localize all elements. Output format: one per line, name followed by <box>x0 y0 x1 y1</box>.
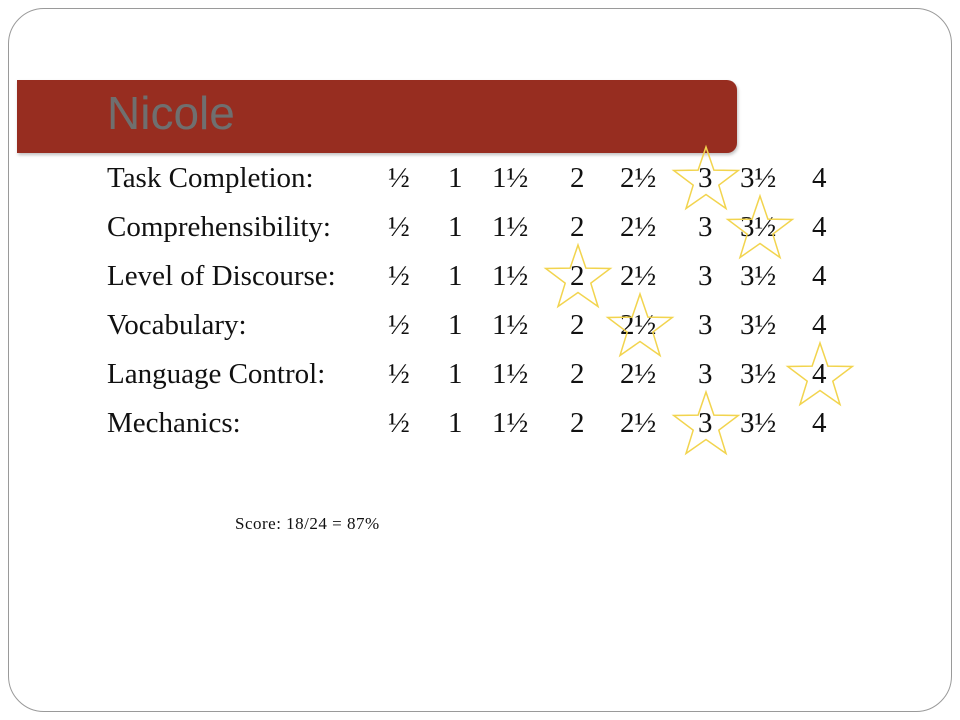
score-option: ½ <box>388 309 410 341</box>
score-option: 4 <box>812 260 827 292</box>
score-option: ½ <box>388 260 410 292</box>
score-option: 2 <box>570 260 585 292</box>
score-option: 1 <box>448 162 463 194</box>
score-option: 2½ <box>620 162 657 194</box>
score-option: ½ <box>388 211 410 243</box>
score-option: ½ <box>388 407 410 439</box>
score-option: 1 <box>448 407 463 439</box>
score-option: 1 <box>448 309 463 341</box>
score-summary: Score: 18/24 = 87% <box>235 514 380 533</box>
score-option: 2½ <box>620 407 657 439</box>
score-option: 4 <box>812 358 827 390</box>
score-option: 3½ <box>740 309 777 341</box>
slide-title: Nicole <box>107 87 235 139</box>
score-option: ½ <box>388 358 410 390</box>
score-option: 3 <box>698 260 713 292</box>
score-option: 1½ <box>492 358 529 390</box>
score-option: 4 <box>812 407 827 439</box>
score-option: 1½ <box>492 162 529 194</box>
criterion-label: Vocabulary: <box>107 309 247 341</box>
criterion-label: Level of Discourse: <box>107 260 336 292</box>
score-option: 2½ <box>620 211 657 243</box>
score-option: 3 <box>698 162 713 194</box>
score-option: ½ <box>388 162 410 194</box>
score-option: 1½ <box>492 260 529 292</box>
score-option: 3½ <box>740 358 777 390</box>
score-option: 4 <box>812 211 827 243</box>
score-option: 2½ <box>620 260 657 292</box>
criterion-label: Comprehensibility: <box>107 211 331 243</box>
score-option: 1 <box>448 358 463 390</box>
score-option: 4 <box>812 309 827 341</box>
rubric-row <box>0 251 960 301</box>
score-option: 3 <box>698 309 713 341</box>
score-option: 1½ <box>492 309 529 341</box>
criterion-label: Task Completion: <box>107 162 314 194</box>
score-option: 2 <box>570 407 585 439</box>
score-option: 2 <box>570 358 585 390</box>
score-option: 3½ <box>740 260 777 292</box>
score-option: 1 <box>448 260 463 292</box>
score-option: 1½ <box>492 211 529 243</box>
criterion-label: Mechanics: <box>107 407 241 439</box>
rubric-row <box>0 202 960 252</box>
score-option: 1½ <box>492 407 529 439</box>
score-option: 2 <box>570 211 585 243</box>
score-option: 3½ <box>740 407 777 439</box>
score-option: 3 <box>698 211 713 243</box>
rubric-row <box>0 153 960 203</box>
score-option: 3½ <box>740 211 777 243</box>
score-option: 3 <box>698 358 713 390</box>
score-option: 2½ <box>620 358 657 390</box>
criterion-label: Language Control: <box>107 358 326 390</box>
score-option: 1 <box>448 211 463 243</box>
score-option: 2 <box>570 162 585 194</box>
score-option: 2 <box>570 309 585 341</box>
rubric-row <box>0 398 960 448</box>
rubric-row <box>0 349 960 399</box>
rubric-row <box>0 300 960 350</box>
score-option: 3½ <box>740 162 777 194</box>
score-option: 3 <box>698 407 713 439</box>
score-option: 4 <box>812 162 827 194</box>
score-option: 2½ <box>620 309 657 341</box>
